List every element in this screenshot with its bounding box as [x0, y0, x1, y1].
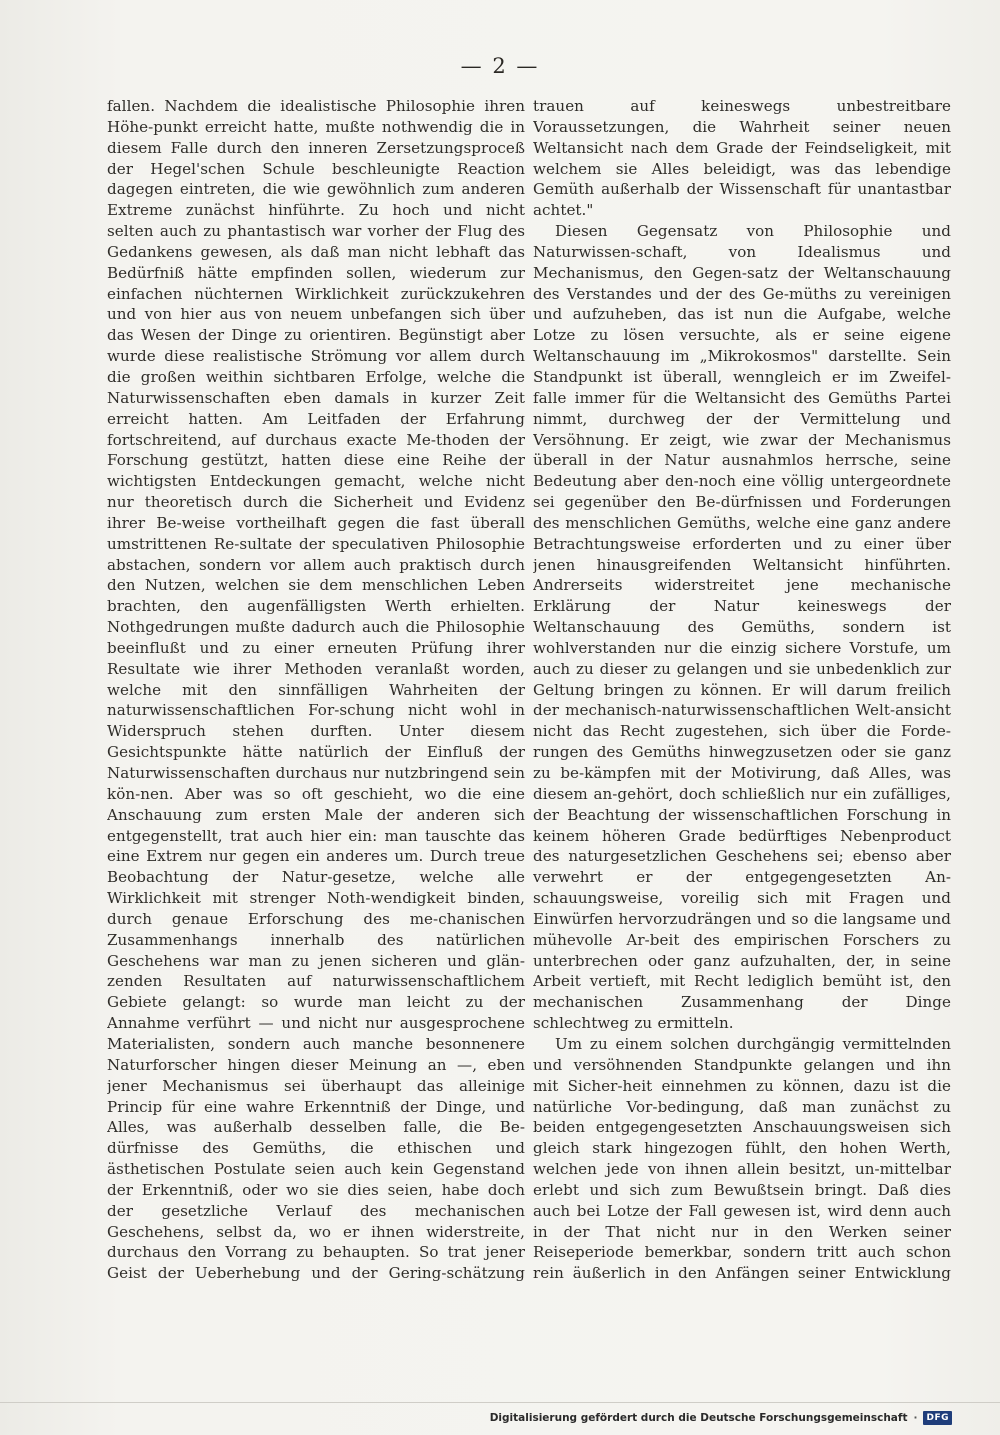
digitization-footer [490, 1409, 952, 1427]
footer-divider [0, 1402, 1000, 1403]
footer-credit-text: Digitalisierung gefördert durch die Deutsche Forschungsgemeinschaft [489, 1412, 908, 1424]
left-paragraph-1: fallen. Nachdem die idealistische Philosophie ihren Höhe-punkt erreicht hatte, mußte nothwendig die in diesem Falle durch den inneren Zersetzungsproceß der Hegel'schen Schule beschleunigte Reaction dagegen eintreten, die wie gewöhnlich zum anderen Extreme zunächst hinführte. Zu hoch und nicht selten auch zu phantastisch war vorher der Flug des Gedankens gewesen, als daß man nicht lebhaft das Bedürfniß hätte empfinden sollen, wiederum zur einfachen nüchternen Wirklichkeit zurückzukehren und von hier aus von neuem unbefangen sich über das Wesen der Dinge zu orientiren. Begünstigt aber wurde diese realistische Strömung vor allem durch die großen weithin sichtbaren Erfolge, welche die Naturwissenschaften eben damals in kurzer Zeit erreicht hatten. Am Leitfaden der Erfahrung fortschreitend, auf durchaus exacte Me-thoden der Forschung gestützt, hatten diese eine Reihe der wichtigsten Entdeckungen gemacht, welche nicht nur theoretisch durch die Sicherheit und Evidenz ihrer Be-weise vortheilhaft gegen die fast überall umstrittenen Re-sultate der speculativen Philosophie abstachen, sondern vor allem auch praktisch durch den Nutzen, welchen sie dem menschlichen Leben brachten, den augenfälligsten Werth erhielten. Nothgedrungen mußte dadurch auch die Philosophie beeinflußt und zu einer erneuten Prüfung ihrer Resultate wie ihrer Methoden veranlaßt worden, welche mit den sinnfälligen Wahrheiten der naturwissenschaftlichen For-schung nicht wohl in Widerspruch stehen durften. Unter diesem Gesichtspunkte hätte natürlich der Einfluß der Naturwissenschaften durchaus nur nutzbringend sein kön-nen. Aber was so oft geschieht, wo die eine Anschauung zum ersten Male der anderen sich entgegenstellt, trat auch hier ein: man tauschte das eine Extrem nur gegen ein anderes um. Durch treue Beobachtung der Natur-gesetze, welche alle Wirklichkeit mit strenger Noth-wendigkeit binden, durch genaue Erforschung des me-chanischen Zusammenhangs innerhalb des natürlichen Geschehens war man zu jenen sicheren und glän-zenden Resultaten auf naturwissenschaftlichem Gebiete gelangt: so wurde man leicht zu der Annahme verführt — und nicht nur ausgesprochene Materialisten, sondern auch manche besonnenere Naturforscher hingen dieser Meinung an —, eben jener Mechanismus sei überhaupt das alleinige Princip für eine wahre Erkenntniß der Dinge, und Alles, was außerhalb desselben falle, die Be-dürfnisse des Gemüths, die ethischen und ästhetischen Postulate seien auch kein Gegenstand der Erkenntniß, oder wo sie dies seien, habe doch der gesetzliche Verlauf des mechanischen Geschehens, selbst da, wo er ihnen widerstreite, durchaus den Vorrang zu behaupten. So trat jener Geist der Ueberhebung und der Gering-schätzung [107, 97, 525, 1283]
right-paragraph-2: Diesen Gegensatz von Philosophie und Naturwissen-schaft, von Idealismus und Mechanismus, den Gegen-satz der Weltanschauung des Verstandes und der des Ge-müths zu vereinigen und aufzuheben, das ist nun die Aufgabe, welche Lotze zu lösen versuchte, als er seine eigene Weltanschauung im „Mikrokosmos" darstellte. Sein Standpunkt ist überall, wenngleich er im Zweifel-falle immer für die Weltansicht des Gemüths Partei nimmt, durchweg der der Vermittelung und Versöhnung. Er zeigt, wie zwar der Mechanismus überall in der Natur ausnahmlos herrsche, seine Bedeutung aber den-noch eine völlig untergeordnete sei gegenüber den Be-dürfnissen und Forderungen des menschlichen Gemüths, welche eine ganz andere Betrachtungsweise erforderten und zu einer über jenen hinausgreifenden Weltansicht hinführten. Andrerseits widerstreitet jene mechanische Erklärung der Natur keineswegs der Weltanschauung des Gemüths, sondern ist wohlverstanden nur die einzig sichere Vorstufe, um auch zu dieser zu gelangen und sie unbedenklich zur Geltung bringen zu können. Er will darum freilich der mechanisch-naturwissenschaftlichen Welt-ansicht nicht das Recht zugestehen, sich über die Forde-rungen des Gemüths hinwegzusetzen oder sie ganz zu be-kämpfen mit der Motivirung, daß Alles, was diesem an-gehört, doch schließlich nur ein zufälliges, der Beachtung der wissenschaftlichen Forschung in keinem höheren Grade bedürftiges Nebenproduct des naturgesetzlichen Geschehens sei; ebenso aber verwehrt er der entgegengesetzten An-schauungsweise, voreilig sich mit Fragen und Einwürfen hervorzudrängen und so die langsame und mühevolle Ar-beit des empirischen Forschers zu unterbrechen oder ganz aufzuhalten, der, in seine Arbeit vertieft, mit Recht lediglich bemüht ist, den mechanischen Zusammenhang der Dinge schlechtweg zu ermitteln. [533, 222, 951, 1033]
page-number: — 2 — [460, 54, 540, 78]
right-paragraph-3: Um zu einem solchen durchgängig vermittelnden und versöhnenden Standpunkte gelangen und ihn mit Sicher-heit einnehmen zu können, dazu ist die natürliche Vor-bedingung, daß man zunächst zu beiden entgegengesetzten Anschauungsweisen sich gleich stark hingezogen fühlt, den hohen Werth, welchen jede von ihnen allein besitzt, un-mittelbar erlebt und sich zum Bewußtsein bringt. Daß dies auch bei Lotze der Fall gewesen ist, wird denn auch in der That nicht nur in den Werken seiner Reiseperiode bemerkbar, sondern tritt auch schon rein äußerlich in den Anfängen seiner Entwicklung [533, 1034, 951, 1283]
left-column [107, 96, 525, 1286]
footer-separator: · [913, 1412, 918, 1424]
dfg-logo-icon: DFG [923, 1411, 952, 1425]
right-paragraph-1: trauen auf keineswegs unbestreitbare Voraussetzungen, die Wahrheit seiner neuen Weltansicht nach dem Grade der Feindseligkeit, mit welchem sie Alles beleidigt, was das lebendige Gemüth außerhalb der Wissenschaft für unantastbar achtet." [533, 97, 951, 220]
right-column [533, 96, 951, 1286]
